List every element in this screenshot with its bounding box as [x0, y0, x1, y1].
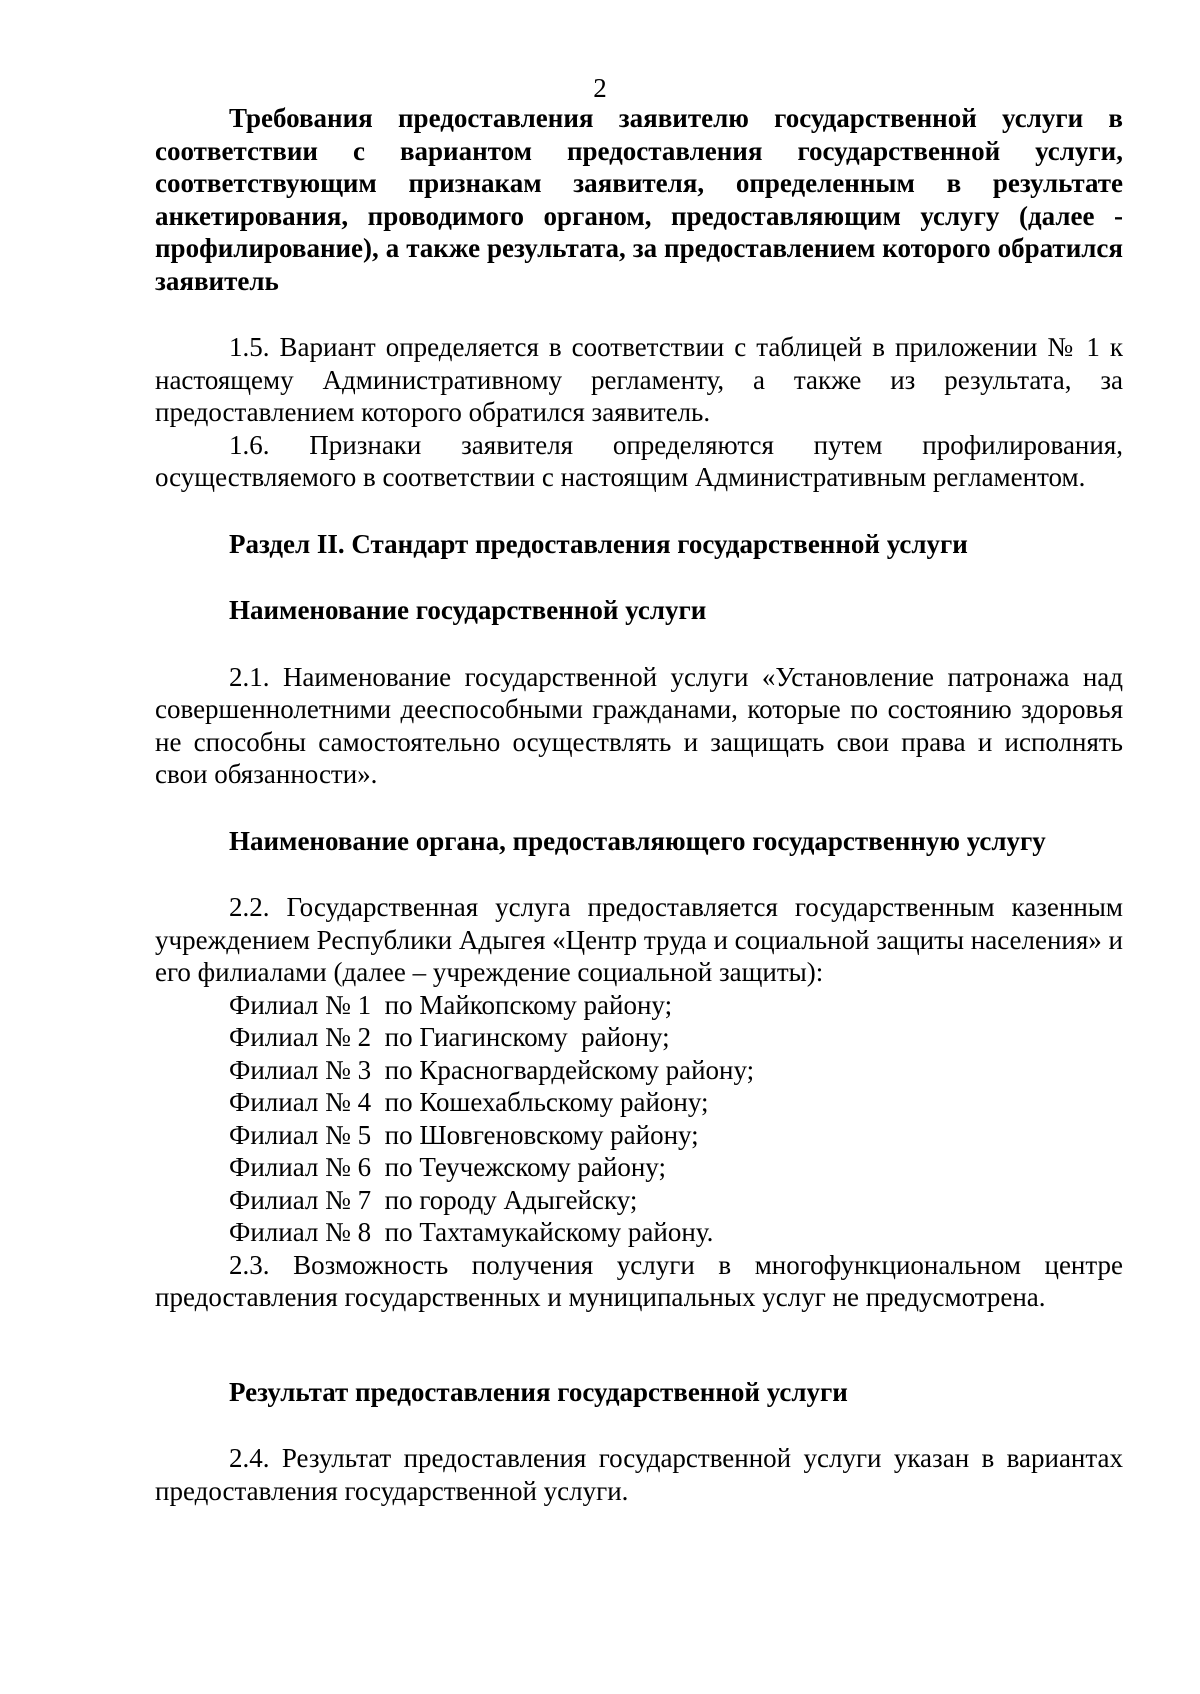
paragraph-2-4: 2.4. Результат предоставления государственной услуги указан в вариантах предоставления государственной услуги.: [155, 1443, 1123, 1506]
paragraph-1-5: 1.5. Вариант определяется в соответствии с таблицей в приложении № 1 к настоящему Административному регламенту, а также из результата, за предоставлением которого обратился заявитель.: [155, 332, 1123, 427]
branch-list: [155, 989, 1123, 1249]
paragraph-2-2: 2.2. Государственная услуга предоставляется государственным казенным учреждением Республики Адыгея «Центр труда и социальной защиты населения» и его филиалами (далее – учреждение социальной защиты):: [155, 892, 1123, 987]
section-2-title: Раздел II. Стандарт предоставления государственной услуги: [229, 528, 968, 559]
list-item: Филиал № 4 по Кошехабльскому району;: [229, 1087, 709, 1117]
list-item: Филиал № 3 по Красногвардейскому району;: [229, 1054, 755, 1085]
page-number: 2: [593, 73, 607, 103]
list-item: Филиал № 7 по городу Адыгейску;: [229, 1184, 638, 1215]
list-item: Филиал № 6 по Теучежскому району;: [229, 1152, 666, 1182]
list-item: Филиал № 2 по Гиагинскому району;: [229, 1022, 670, 1052]
organ-name-heading: Наименование органа, предоставляющего государственную услугу: [229, 825, 1046, 856]
list-item: Филиал № 1 по Майкопскому району;: [229, 989, 673, 1020]
list-item: Филиал № 8 по Тахтамукайскому району.: [229, 1217, 714, 1247]
service-name-heading: Наименование государственной услуги: [229, 595, 707, 625]
requirements-heading: Требования предоставления заявителю государственной услуги в соответствии с вариантом предоставления государственной услуги, соответствующим признакам заявителя, определенным в результате анкетирования, проводимого органом, предоставляющим услугу (далее - профилирование), а также результата, за предоставлением которого обратился заявитель: [155, 103, 1123, 296]
result-heading: Результат предоставления государственной услуги: [229, 1376, 848, 1407]
paragraph-2-3: 2.3. Возможность получения услуги в многофункциональном центре предоставления государственных и муниципальных услуг не предусмотрена.: [155, 1249, 1123, 1312]
paragraph-2-1: 2.1. Наименование государственной услуги «Установление патронажа над совершеннолетними дееспособными гражданами, которые по состоянию здоровья не способны самостоятельно осуществлять и защищать свои права и исполнять свои обязанности».: [155, 661, 1123, 789]
document-body: [155, 102, 1123, 1507]
list-item: Филиал № 5 по Шовгеновскому району;: [229, 1119, 699, 1150]
paragraph-1-6: 1.6. Признаки заявителя определяются путем профилирования, осуществляемого в соответствии с настоящим Административным регламентом.: [155, 429, 1123, 492]
